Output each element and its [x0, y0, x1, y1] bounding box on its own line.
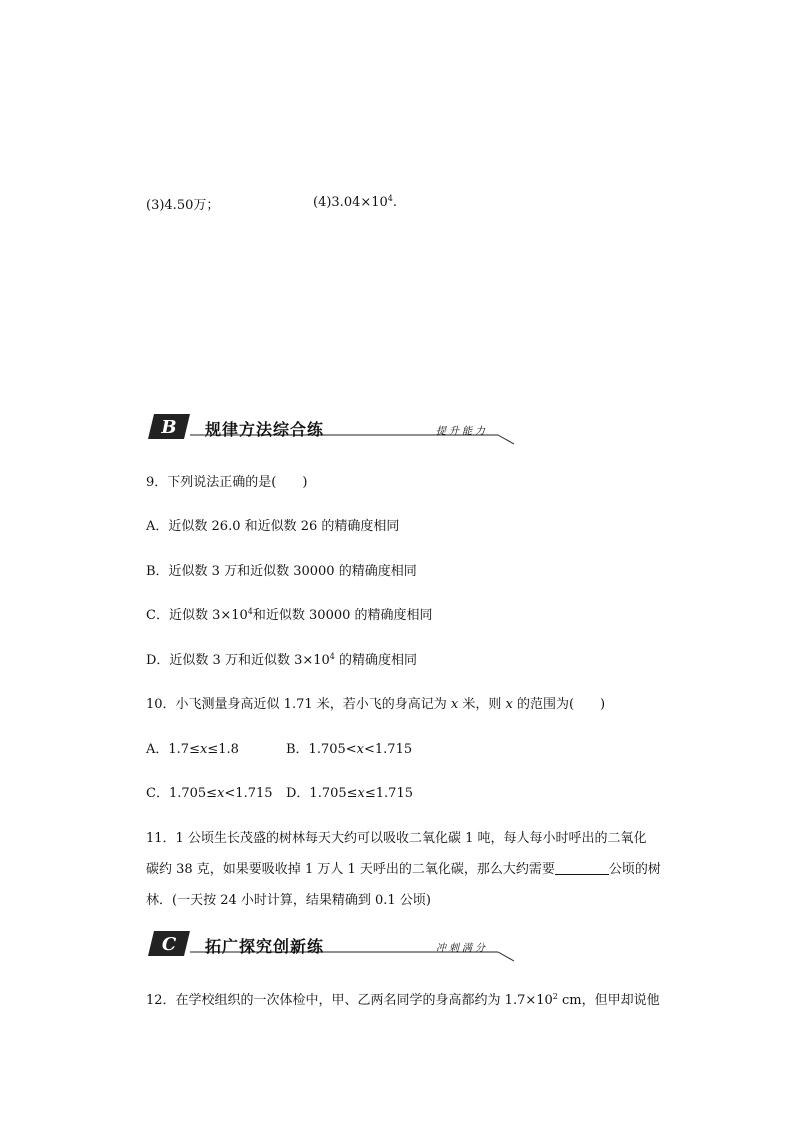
- q9-option-b: B．近似数 3 万和近似数 30000 的精确度相同: [146, 564, 417, 579]
- q9-option-a: A．近似数 26.0 和近似数 26 的精确度相同: [146, 519, 400, 534]
- q11-answer-blank[interactable]: [555, 862, 609, 875]
- answer-item-4: [313, 194, 397, 210]
- q10-option-c: [146, 782, 273, 801]
- svg-text:B: B: [161, 417, 177, 438]
- section-c-badge-icon: [148, 931, 190, 956]
- q10-stem-mid: 米，则: [458, 697, 506, 712]
- item4-value: (4)3.04×10: [313, 195, 388, 210]
- q10-d-pre: D．1.705≤: [286, 786, 358, 801]
- q10-var: x: [505, 697, 513, 712]
- q10-var: x: [217, 786, 225, 801]
- q9-option-c: [146, 604, 433, 623]
- q9-d-post: 的精确度相同: [334, 653, 418, 668]
- q10-stem-pre: 10．小飞测量身高近似 1.71 米，若小飞的身高记为: [146, 697, 451, 712]
- section-b-title: 规律方法综合练: [205, 420, 325, 439]
- q10-var: x: [199, 742, 208, 757]
- q11-line-1: 11．1 公顷生长茂盛的树林每天大约可以吸收二氧化碳 1 吨，每人每小时呼出的二氧化: [146, 831, 647, 846]
- q10-option-d: [286, 782, 413, 801]
- q9-c-exponent: 4: [247, 607, 253, 616]
- section-b-subtitle: 提升能力: [436, 426, 488, 437]
- q10-a-pre: A．1.7≤: [146, 742, 200, 757]
- svg-text:C: C: [161, 934, 177, 955]
- item4-exponent: 4: [387, 194, 393, 203]
- q10-stem-post: 的范围为( ): [512, 697, 606, 712]
- q12-line-1: [146, 989, 660, 1008]
- q10-b-post: <1.715: [364, 742, 413, 757]
- section-b-badge-icon: [148, 414, 190, 439]
- q10-a-post: ≤1.8: [207, 742, 239, 757]
- q12-post: cm，但甲却说他: [557, 993, 660, 1008]
- q10-d-post: ≤1.715: [364, 786, 413, 801]
- q9-c-post: 和近似数 30000 的精确度相同: [252, 608, 433, 623]
- q12-exponent: 2: [552, 992, 558, 1001]
- section-b-header: [148, 411, 518, 447]
- q11-line2-post: 公顷的树: [608, 862, 661, 877]
- q11-line-3: 林．(一天按 24 小时计算，结果精确到 0.1 公顷): [146, 893, 431, 908]
- q10-var: x: [357, 786, 365, 801]
- q9-c-pre: C．近似数 3×10: [146, 608, 248, 623]
- item4-period: .: [392, 195, 398, 210]
- item3-value: (3)4.50: [146, 198, 194, 213]
- q11-line-2: [146, 858, 661, 877]
- section-c-subtitle: 冲刺满分: [436, 943, 488, 954]
- q10-stem: [146, 693, 605, 712]
- q10-var: x: [450, 697, 459, 712]
- q10-c-pre: C．1.705≤: [146, 786, 218, 801]
- answer-item-3: [146, 194, 219, 213]
- q9-d-exponent: 4: [329, 652, 335, 661]
- q9-option-d: [146, 649, 417, 668]
- q10-b-pre: B．1.705<: [286, 742, 357, 757]
- q11-line2-pre: 碳约 38 克，如果要吸收掉 1 万人 1 天呼出的二氧化碳，那么大约需要: [146, 862, 555, 877]
- q10-option-a: [146, 738, 239, 757]
- q10-option-b: [286, 738, 412, 757]
- q9-stem: 9．下列说法正确的是( ): [146, 475, 308, 490]
- item3-unit: 万；: [193, 198, 220, 213]
- q10-c-post: <1.715: [224, 786, 273, 801]
- q12-pre: 12．在学校组织的一次体检中，甲、乙两名同学的身高都约为 1.7×10: [146, 993, 553, 1008]
- q9-d-pre: D．近似数 3 万和近似数 3×10: [146, 653, 330, 668]
- section-c-header: [148, 928, 518, 964]
- section-c-title: 拓广探究创新练: [205, 937, 325, 956]
- q10-var: x: [356, 742, 365, 757]
